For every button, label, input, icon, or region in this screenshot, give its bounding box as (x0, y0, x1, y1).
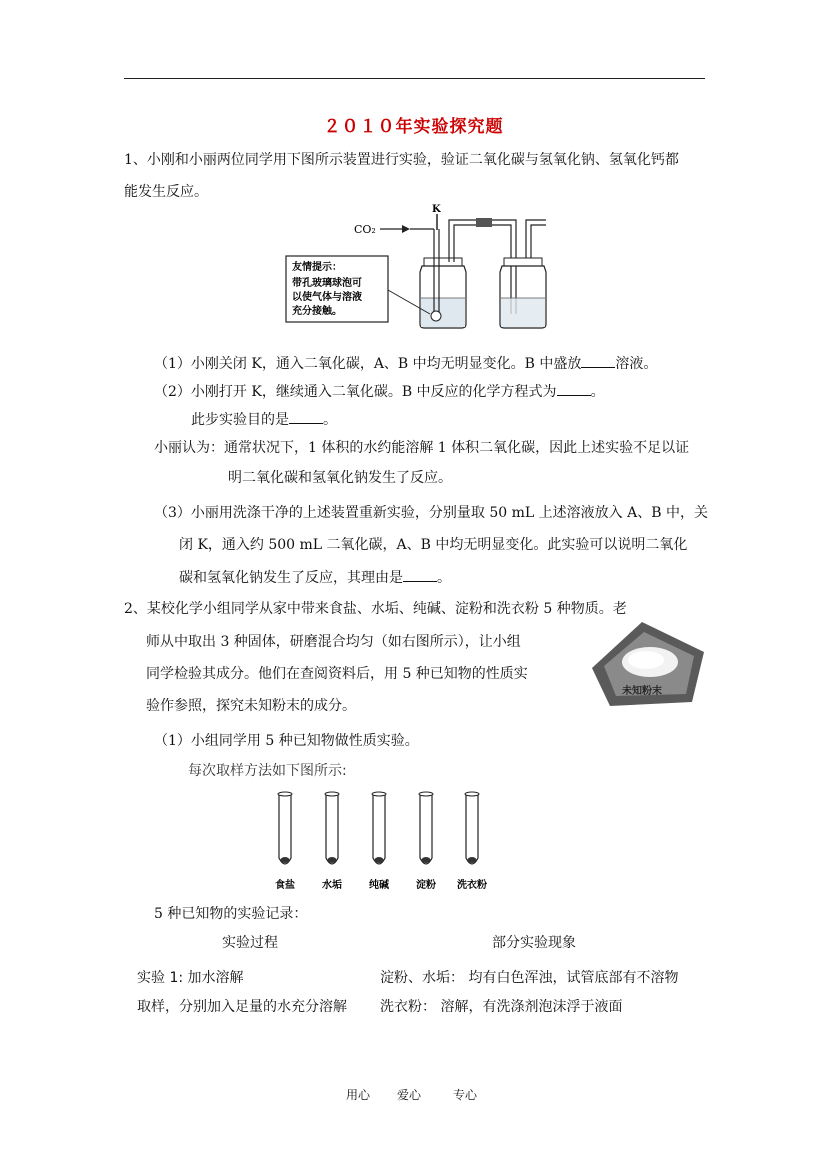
q1-part2-text: （2）小刚打开 K，继续通入二氧化碳。B 中反应的化学方程式为 (154, 384, 557, 400)
bottle-a (420, 220, 492, 328)
col-header-process: 实验过程 (222, 935, 278, 951)
footer-text-2: 爱心 (397, 1088, 422, 1102)
test-tube (325, 792, 339, 864)
test-tube (419, 792, 433, 864)
answer-blank[interactable] (403, 567, 437, 582)
q1-part3-line2: 闭 K，通入约 500 mL 二氧化碳，A、B 中均无明显变化。此实验可以说明二氧化 (179, 537, 688, 553)
q2-line3: 同学检验其成分。他们在查阅资料后，用 5 种已知物的性质实 (146, 666, 528, 682)
tip-box (286, 256, 430, 322)
test-tube (465, 792, 479, 864)
q1-part2 (154, 381, 605, 402)
q1-part2-purpose (191, 409, 337, 430)
tip-title: 友情提示： (292, 262, 342, 273)
test-tube (372, 792, 386, 864)
xiaoli-line1: 小丽认为：通常状况下，1 体积的水约能溶解 1 体积二氧化碳，因此上述实验不足以证 (154, 440, 690, 456)
exp1-title: 实验 1: 加水溶解 (137, 970, 244, 986)
page-title: ２０１０年实验探究题 (323, 117, 504, 137)
exp1-obs2: 洗衣粉： 溶解，有洗涤剂泡沫浮于液面 (380, 999, 623, 1015)
answer-blank[interactable] (581, 353, 615, 368)
q1-part2-end: 。 (590, 384, 605, 400)
q1-part1-end: 溶液。 (615, 356, 658, 372)
q2-part1: （1）小组同学用 5 种已知物做性质实验。 (154, 733, 419, 749)
header-rule (124, 78, 705, 79)
q1-part1-text: （1）小刚关闭 K，通入二氧化碳，A、B 中均无明显变化。B 中盛放 (154, 356, 582, 372)
col-header-phenomena: 部分实验现象 (492, 935, 576, 951)
co2-label: CO₂ (354, 223, 376, 236)
footer-text-1: 用心 (346, 1088, 371, 1102)
q2-line1: 2、某校化学小组同学从家中带来食盐、水垢、纯碱、淀粉和洗衣粉 5 种物质。老 (124, 601, 627, 617)
tube-label: 纯碱 (369, 880, 389, 891)
tube-label: 淀粉 (416, 880, 436, 891)
test-tube (278, 792, 292, 864)
q1-part3-line3 (179, 567, 451, 588)
q1-part3-line1: （3）小丽用洗涤干净的上述装置重新实验，分别量取 50 mL 上述溶液放入 A、B 中，关 (154, 505, 708, 521)
tube-label: 食盐 (275, 880, 295, 891)
valve-k-label: K (432, 204, 441, 215)
q1-purpose-end: 。 (323, 412, 337, 428)
tip-line3: 充分接触。 (292, 306, 342, 317)
record-title: 5 种已知物的实验记录： (154, 906, 308, 922)
q2-line4: 验作参照，探究未知粉末的成分。 (146, 698, 356, 714)
q1-line2: 能发生反应。 (124, 184, 208, 200)
tip-line2: 以使气体与溶液 (292, 292, 362, 303)
exp1-obs1: 淀粉、水垢： 均有白色浑浊，试管底部有不溶物 (380, 970, 679, 986)
answer-blank[interactable] (289, 409, 323, 424)
exp1-method: 取样，分别加入足量的水充分溶解 (137, 999, 347, 1015)
test-tubes-figure (265, 790, 505, 895)
tube-label: 洗衣粉 (457, 880, 487, 891)
q2-line2: 师从中取出 3 种固体，研磨混合均匀（如右图所示），让小组 (146, 634, 521, 650)
co2-arrowhead (402, 225, 410, 233)
footer-text-3: 专心 (453, 1088, 478, 1102)
powder-label: 未知粉末 (622, 686, 662, 697)
tip-line1: 带孔玻璃球泡可 (292, 278, 362, 289)
bottle-b (492, 220, 546, 328)
q1-part3-text: 碳和氢氧化钠发生了反应，其理由是 (179, 570, 403, 586)
unknown-powder-image (590, 616, 706, 708)
q1-part3-end: 。 (437, 570, 451, 586)
xiaoli-line2: 明二氧化碳和氢氧化钠发生了反应。 (228, 470, 452, 486)
apparatus-figure (284, 200, 554, 340)
rubber-joint (476, 218, 492, 227)
q1-purpose-text: 此步实验目的是 (191, 412, 289, 428)
answer-blank[interactable] (557, 381, 591, 396)
tube-label: 水垢 (322, 880, 342, 891)
q1-part1 (154, 353, 657, 374)
sampling-text: 每次取样方法如下图所示: (188, 763, 347, 779)
q1-line1: 1、小刚和小丽两位同学用下图所示装置进行实验，验证二氧化碳与氢氧化钠、氢氧化钙都 (124, 152, 679, 168)
